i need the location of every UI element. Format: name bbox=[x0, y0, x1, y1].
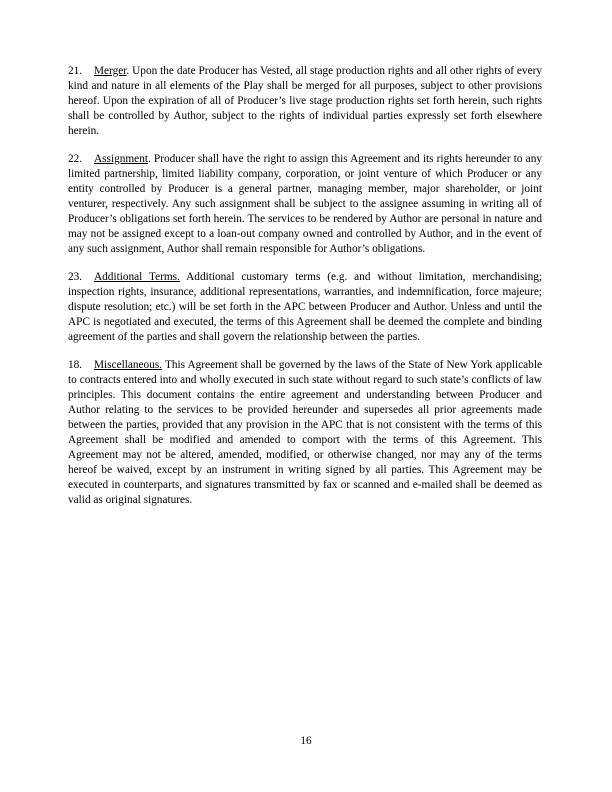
page-number: 16 bbox=[300, 735, 312, 747]
clause-text: . Upon the date Producer has Vested, all stage production rights and all other rights of every kind and nature in all elements of the Play shall be merged for all purposes, subject to other provisions hereof. Upon the expiration of all of Producer’s live stage production rights set forth herein, such rights shall be controlled by Author, subject to the rights of individual parties expressly set forth elsewhere herein. bbox=[68, 65, 542, 137]
clause-paragraph-miscellaneous bbox=[68, 358, 542, 508]
document-body bbox=[68, 64, 542, 521]
clause-number: 23. bbox=[68, 271, 83, 283]
clause-text: Additional customary terms (e.g. and without limitation, merchandising; inspection rights, insurance, additional representations, warranties, and indemnification, force majeure; dispute resolution; etc.) will be set forth in the APC between Producer and Author. Unless and until the APC is negotiated and executed, the terms of this Agreement shall be deemed the complete and binding agreement of the parties and shall govern the relationship between the parties. bbox=[68, 271, 543, 343]
clause-number: 21. bbox=[68, 65, 83, 77]
clause-label: Miscellaneous. bbox=[94, 359, 163, 371]
clause-number: 22. bbox=[68, 153, 83, 165]
clause-paragraph-assignment bbox=[68, 152, 542, 257]
clause-label: Merger bbox=[94, 65, 127, 77]
clause-label: Additional Terms. bbox=[94, 271, 180, 283]
clause-text: This Agreement shall be governed by the laws of the State of New York applicable to contracts entered into and wholly executed in such state without regard to such state’s conflicts of law principles. This document contains the entire agreement and understanding between Producer and Author relating to the services to be provided hereunder and supersedes all prior agreements made between the parties, provided that any provision in the APC that is not consistent with the terms of this Agreement shall be modified and amended to comport with the terms of this Agreement. This Agreement may not be altered, amended, modified, or otherwise changed, nor may any of the terms hereof be waived, except by an instrument in writing signed by all parties. This Agreement may be executed in counterparts, and signatures transmitted by fax or scanned and e-mailed shall be deemed as valid as original signatures. bbox=[68, 359, 542, 506]
clause-label: Assignment bbox=[94, 153, 148, 165]
clause-text: . Producer shall have the right to assign this Agreement and its rights hereunder to any limited partnership, limited liability company, corporation, or joint venture of which Producer or any entity controlled by Producer is a general partner, managing member, major shareholder, or joint venturer, respectively. Any such assignment shall be subject to the assignee assuming in writing all of Producer’s obligations set forth herein. The services to be rendered by Author are personal in nature and may not be assigned except to a loan-out company owned and controlled by Author, and in the event of any such assignment, Author shall remain responsible for Author’s obligations. bbox=[68, 153, 542, 255]
clause-paragraph-additional-terms bbox=[68, 270, 542, 345]
clause-paragraph-merger bbox=[68, 64, 542, 139]
clause-number: 18. bbox=[68, 359, 83, 371]
